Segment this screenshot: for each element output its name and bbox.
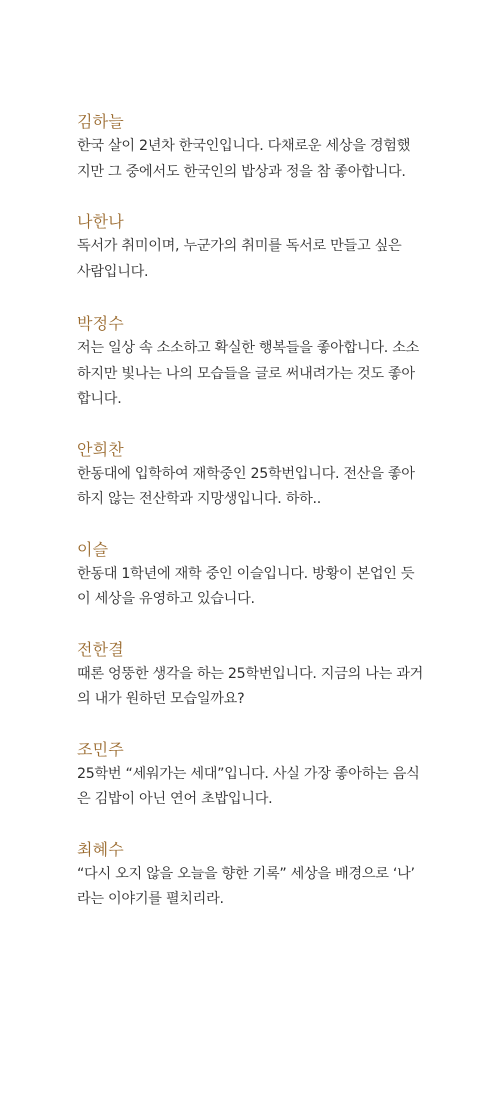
profile-entry <box>77 739 430 813</box>
profile-bio: 한동대 1학년에 재학 중인 이슬입니다. 방황이 본업인 듯 이 세상을 유영하고 있습니다. <box>77 565 415 607</box>
profile-name: 최혜수 <box>77 839 124 859</box>
profile-entry <box>77 439 430 513</box>
profile-name: 박정수 <box>77 314 124 333</box>
profile-entry <box>77 211 430 285</box>
profile-name: 김하늘 <box>77 112 124 131</box>
profile-entry <box>77 639 430 713</box>
profile-name: 안희찬 <box>77 439 124 459</box>
profile-entry <box>77 111 430 185</box>
profile-bio: 저는 일상 속 소소하고 확실한 행복들을 좋아합니다. 소소 하지만 빛나는 나의 모습들을 글로 써내려가는 것도 좋아 합니다. <box>77 340 419 407</box>
profile-bio: 한국 살이 2년차 한국인입니다. 다채로운 세상을 경험했 지만 그 중에서도 한국인의 밥상과 정을 참 좋아합니다. <box>77 138 411 180</box>
profile-bio: 때론 엉뚱한 생각을 하는 25학번입니다. 지금의 나는 과거 의 내가 원하던 모습일까요? <box>77 665 424 707</box>
profile-name: 전한결 <box>77 639 124 659</box>
profile-bio: 독서가 취미이며, 누군가의 취미를 독서로 만들고 싶은 사람입니다. <box>77 238 402 280</box>
profile-bio: 한동대에 입학하여 재학중인 25학번입니다. 전산을 좋아 하지 않는 전산학과 지망생입니다. 하하.. <box>77 465 415 507</box>
profile-name: 조민주 <box>77 739 124 759</box>
profile-entry <box>77 839 430 913</box>
profile-entry <box>77 539 430 613</box>
profile-name: 이슬 <box>77 539 109 559</box>
profile-entry <box>77 313 430 413</box>
profile-name: 나한나 <box>77 212 124 231</box>
profile-bio: “다시 오지 않을 오늘을 향한 기록” 세상을 배경으로 ‘나’ 라는 이야기를 펼치리라. <box>77 865 415 907</box>
profile-bio: 25학번 “세워가는 세대”입니다. 사실 가장 좋아하는 음식 은 김밥이 아닌 연어 초밥입니다. <box>77 765 420 807</box>
